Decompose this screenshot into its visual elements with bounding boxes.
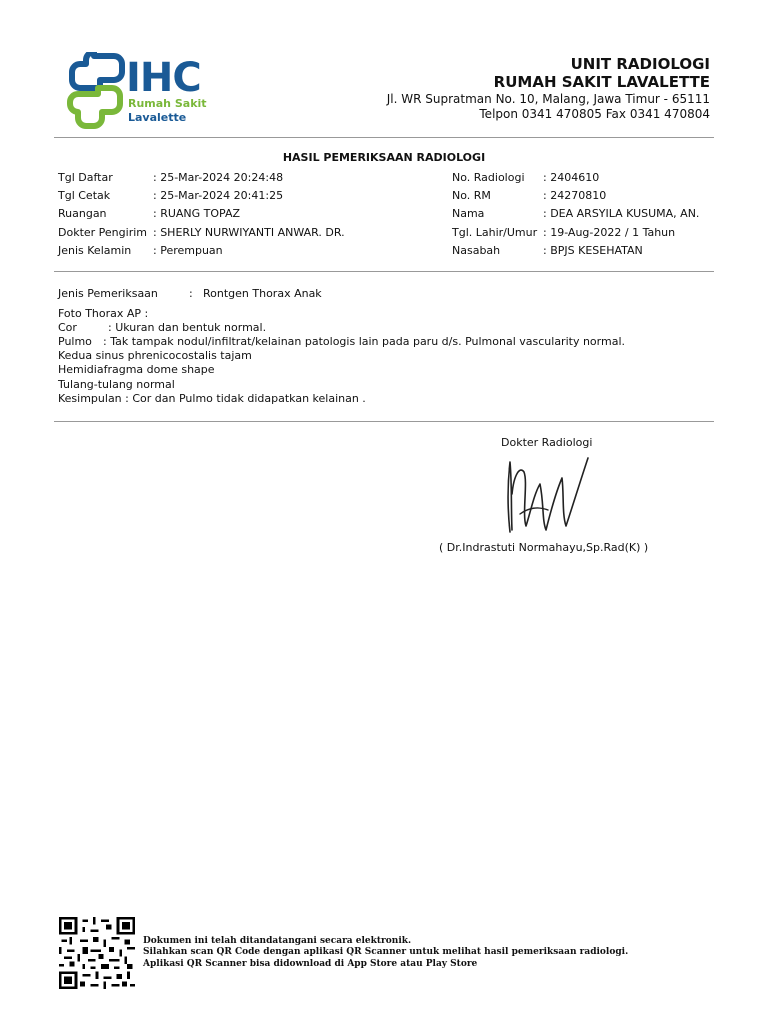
findings-heading: Foto Thorax AP : (58, 307, 149, 320)
field-label: Tgl Daftar (58, 171, 113, 184)
field-label: Dokter Pengirim (58, 226, 147, 239)
field-value: : 19-Aug-2022 / 1 Tahun (543, 226, 676, 239)
field-value: : 24270810 (543, 189, 607, 202)
findings-line: Kedua sinus phrenicocostalis tajam (58, 349, 252, 362)
exam-separator: : (189, 287, 193, 300)
signature-name: ( Dr.Indrastuti Normahayu,Sp.Rad(K) ) (439, 541, 649, 554)
divider (54, 137, 714, 138)
signature-role: Dokter Radiologi (501, 436, 593, 449)
field-label: Nasabah (452, 244, 501, 257)
qr-code[interactable] (59, 917, 135, 989)
field-label: Nama (452, 207, 485, 220)
field-value: : BPJS KESEHATAN (543, 244, 643, 257)
pulmo-value: : Tak tampak nodul/infiltrat/kelainan patologis lain pada paru d/s. Pulmonal vascularity normal. (103, 335, 625, 348)
field-value: : 25-Mar-2024 20:41:25 (153, 189, 284, 202)
logo-line-1: Rumah Sakit (128, 97, 207, 110)
exam-label: Jenis Pemeriksaan (58, 287, 158, 300)
footer-line: Dokumen ini telah ditandatangani secara elektronik. (143, 936, 412, 946)
footer-note (143, 936, 628, 970)
field-label: No. RM (452, 189, 491, 202)
field-value: : RUANG TOPAZ (153, 207, 241, 220)
signature-image (500, 454, 600, 536)
cor-value: : Ukuran dan bentuk normal. (108, 321, 267, 334)
logo-line-2: Lavalette (128, 111, 187, 124)
footer-line: Silahkan scan QR Code dengan aplikasi QR Scanner untuk melihat hasil pemeriksaan radiologi. (143, 947, 629, 958)
qr-code-icon (59, 917, 135, 989)
findings-line: Hemidiafragma dome shape (58, 363, 215, 376)
exam-value: Rontgen Thorax Anak (203, 287, 322, 300)
logo-brand: IHC (126, 55, 201, 101)
cor-label: Cor (58, 321, 77, 334)
field-label: Tgl Cetak (58, 189, 111, 202)
pulmo-label: Pulmo (58, 335, 92, 348)
handwritten-signature-icon (500, 454, 600, 536)
field-value: : 25-Mar-2024 20:24:48 (153, 171, 284, 184)
hospital-phone: Telpon 0341 470805 Fax 0341 470804 (479, 107, 710, 121)
field-label: Tgl. Lahir/Umur (452, 226, 538, 239)
field-label: No. Radiologi (452, 171, 525, 184)
unit-title: UNIT RADIOLOGI (570, 55, 710, 73)
divider (54, 271, 714, 272)
page-title: HASIL PEMERIKSAAN RADIOLOGI (282, 151, 486, 164)
field-value: : 2404610 (543, 171, 600, 184)
field-label: Jenis Kelamin (58, 244, 132, 257)
conclusion: Kesimpulan : Cor dan Pulmo tidak didapatkan kelainan . (58, 392, 366, 405)
field-value: : Perempuan (153, 244, 223, 257)
field-value: : DEA ARSYILA KUSUMA, AN. (543, 207, 700, 220)
footer-line: Aplikasi QR Scanner bisa didownload di App Store atau Play Store (143, 958, 478, 969)
findings-line: Tulang-tulang normal (58, 378, 175, 391)
hospital-address: Jl. WR Supratman No. 10, Malang, Jawa Timur - 65111 (386, 92, 710, 106)
field-label: Ruangan (58, 207, 107, 220)
hospital-name: RUMAH SAKIT LAVALETTE (493, 73, 710, 91)
field-value: : SHERLY NURWIYANTI ANWAR. DR. (153, 226, 345, 239)
divider (54, 421, 714, 422)
